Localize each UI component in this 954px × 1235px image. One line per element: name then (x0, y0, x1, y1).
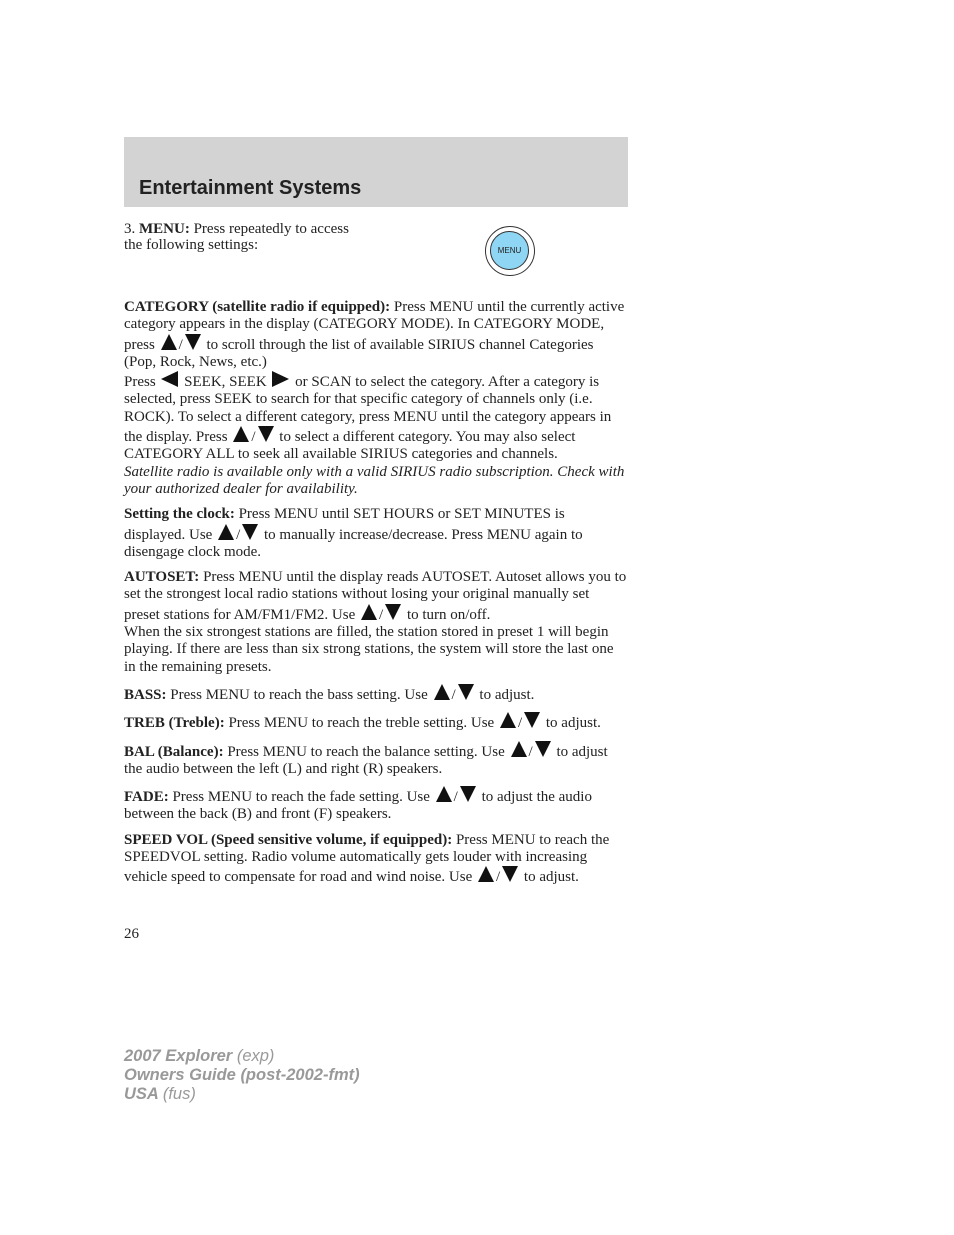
treb-label: TREB (Treble): (124, 715, 225, 732)
fade-text-1: Press MENU to reach the fade setting. Use (172, 789, 430, 806)
treb-text-1: Press MENU to reach the treble setting. Use (228, 715, 495, 732)
up-arrow-icon (436, 786, 452, 802)
section-title: Entertainment Systems (139, 177, 362, 199)
autoset-text-1: Press MENU until the display reads AUTOSET. Autoset allows you to set the strongest local radio stations without losing your original manually set preset stations for AM/FM1/FM2. Use (124, 569, 627, 623)
down-arrow-icon (460, 786, 476, 802)
section-header-band (124, 137, 628, 207)
category-text-5: or SCAN to select the category. After a category is selected, press SEEK to search for that specific category of channels only (i.e. ROCK). To select a different category, press MENU until the category appears in the display. Press (124, 374, 612, 446)
settings-content (124, 299, 628, 887)
intro-number: 3. (124, 221, 136, 237)
autoset-detail (124, 624, 628, 676)
bass-text-2: to adjust. (479, 686, 535, 703)
bass-text-1: Press MENU to reach the bass setting. Use (170, 686, 428, 703)
category-paragraph (124, 299, 628, 371)
slash: / (495, 869, 501, 886)
clock-paragraph (124, 506, 628, 561)
seek-right-arrow-icon (272, 371, 289, 387)
footer-market: USA (124, 1085, 159, 1103)
category-text-3: Press (124, 374, 156, 391)
down-arrow-icon (458, 684, 474, 700)
slash: / (453, 789, 458, 806)
bass-paragraph (124, 684, 628, 704)
slash: / (451, 686, 456, 703)
down-arrow-icon (502, 866, 518, 882)
up-arrow-icon (161, 334, 177, 350)
treb-text-2: to adjust. (545, 715, 601, 732)
category-text-4: SEEK, SEEK (184, 374, 267, 391)
footer-model-code: (exp) (236, 1047, 275, 1065)
page-number: 26 (124, 926, 139, 942)
category-text-6: to select a different category. You may also select CATEGORY ALL to seek all available SIRIUS categories and channels. (124, 429, 576, 463)
seek-left-arrow-icon (161, 371, 178, 387)
autoset-label: AUTOSET: (124, 569, 200, 586)
slash: / (251, 429, 256, 446)
satellite-note (124, 464, 628, 499)
down-arrow-icon (185, 334, 201, 350)
down-arrow-icon (385, 604, 401, 620)
clock-text-2: to manually increase/decrease. Press MENU again to disengage clock mode. (124, 526, 583, 560)
down-arrow-icon (258, 426, 274, 442)
up-arrow-icon (218, 524, 234, 540)
down-arrow-icon (242, 524, 258, 540)
intro-text: Press repeatedly to access the following settings: (124, 221, 349, 253)
menu-button-label: MENU (497, 246, 522, 255)
up-arrow-icon (500, 712, 516, 728)
up-arrow-icon (233, 426, 249, 442)
slash: / (517, 715, 523, 732)
slash: / (178, 336, 183, 353)
menu-button-icon (485, 226, 535, 276)
menu-button-face (490, 231, 529, 270)
category-text-1: Press MENU until the currently active category appears in the display (CATEGORY MODE). In CATEGORY MODE, press (124, 299, 625, 353)
speedvol-text-1: Press MENU to reach the SPEEDVOL setting. Radio volume automatically gets louder with increasing vehicle speed to compensate for road and wind noise. Use (124, 831, 610, 886)
category-label: CATEGORY (satellite radio if equipped): (124, 299, 391, 315)
slash: / (236, 526, 241, 543)
satellite-note-text: Satellite radio is available only with a valid SIRIUS radio subscription. Check with your authorized dealer for availability. (124, 463, 625, 497)
bal-text-1: Press MENU to reach the balance setting. Use (227, 743, 505, 760)
bal-text-2: to adjust the audio between the left (L) and right (R) speakers. (124, 743, 608, 777)
autoset-text-3: When the six strongest stations are filled, the station stored in preset 1 will begin playing. If there are less than six strong stations, the system will store the last one in the remaining presets. (124, 624, 614, 675)
up-arrow-icon (434, 684, 450, 700)
footer-line-3 (124, 1085, 360, 1104)
clock-text-1: Press MENU until SET HOURS or SET MINUTES is displayed. Use (124, 506, 565, 543)
menu-intro (124, 221, 364, 253)
fade-text-2: to adjust the audio between the back (B) and front (F) speakers. (124, 789, 592, 823)
clock-label: Setting the clock: (124, 506, 235, 523)
bass-label: BASS: (124, 686, 167, 703)
up-arrow-icon (361, 604, 377, 620)
fade-paragraph (124, 786, 628, 824)
footer-model: 2007 Explorer (124, 1047, 233, 1065)
footer-market-code: (fus) (162, 1085, 196, 1103)
up-arrow-icon (478, 866, 494, 882)
down-arrow-icon (535, 741, 551, 757)
bal-label: BAL (Balance): (124, 743, 224, 760)
intro-label: MENU: (139, 221, 190, 237)
up-arrow-icon (511, 741, 527, 757)
speedvol-text-2: to adjust. (523, 869, 579, 886)
fade-label: FADE: (124, 789, 169, 806)
document-footer (124, 1047, 360, 1104)
category-text-2: to scroll through the list of available SIRIUS channel Categories (Pop, Rock, News, etc.) (124, 336, 594, 370)
autoset-text-2: to turn on/off. (406, 606, 491, 623)
slash: / (528, 743, 533, 760)
bal-paragraph (124, 741, 628, 779)
down-arrow-icon (524, 712, 540, 728)
autoset-paragraph (124, 569, 628, 624)
footer-line-2: Owners Guide (post-2002-fmt) (124, 1066, 360, 1084)
slash: / (379, 606, 384, 623)
footer-line-1 (124, 1047, 360, 1066)
speedvol-label: SPEED VOL (Speed sensitive volume, if equipped): (124, 831, 453, 848)
treb-paragraph (124, 712, 628, 732)
speedvol-paragraph (124, 832, 628, 887)
category-seek-paragraph (124, 371, 628, 463)
